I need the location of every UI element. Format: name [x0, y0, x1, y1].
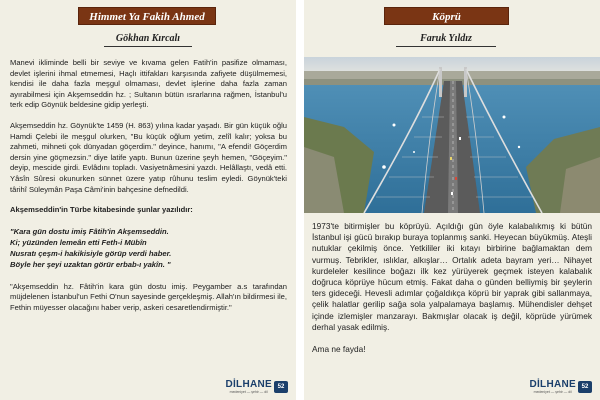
- dilhane-logo-right: [529, 380, 592, 394]
- logo-tagline-right: medeniyet — şehir — dil: [533, 390, 572, 394]
- poem-line-2: Ki; yüzünden lemeân etti Feth-i Mübîn: [10, 237, 147, 247]
- bridge-illustration: [304, 57, 600, 213]
- right-page: [304, 0, 600, 400]
- left-paragraph-1: Manevi ikliminde belli bir seviye ve kıvama gelen Fatih'in pasifize olmaması, devlet işlerini ihmal etmemesi, Haçlı ittifakları karşısında zafiyete düşülmemesi, kendisi ile daha fazla meşgul olmaması, devlet işlerine daha fazla zaman ayırabilmesi için Akşemseddin hz. ; Sultanın bütün ısrarlarına rağmen, İstanbul'u terk edip Göynük beldesine gidip yerleşti.: [10, 58, 287, 110]
- logo-tagline: medeniyet — şehir — dil: [229, 390, 268, 394]
- right-paragraph-1: 1973'te bitirmişler bu köprüyü. Açıldığı gün öyle kalabalıkmış ki bütün İstanbul işi gücü bırakıp buraya toplanmış sanki. Heyecan büyükmüş. Ateşli nutuklar çekilmiş önce. Yetkililer iki kıtayı birbirine bağlamaktan dem vurmuş. Tebrikler, ıslıklar, alkışlar… Ortalık adeta bayram yeri… Nihayet kurdeleler kesilince boğazı ilk kez yürüyerek geçmek isteyen kalabalık doğruca köprüye hücum etmiş. Fakat daha o günden belliymiş bir şeylerin ters gideceği. Hevesli adımlar çoğaldıkça köprü bir yaprak gibi sallanmaya, çelik halatlar gerilip sağa sola yalpalamaya başlamış. Mühendisler dehşet içinde izlemişler manzarayı. Bakmışlar olacak iş değil, köprüde yürümek derhal yasak edilmiş.: [312, 221, 592, 332]
- poem-line-4: Böyle her şeyi uzaktan görür erbab-ı yakîn. ": [10, 259, 171, 269]
- left-heading: Akşemseddin'in Türbe kitabesinde şunlar yazılıdır:: [10, 205, 193, 215]
- logo-word-right: DİLHANE: [529, 379, 576, 390]
- logo-badge: 52: [274, 381, 288, 393]
- right-page-author: Faruk Yıldız: [396, 33, 496, 47]
- right-paragraph-2: Ama ne fayda!: [312, 344, 366, 355]
- right-page-title: Köprü: [384, 7, 509, 25]
- left-page-title: Himmet Ya Fakih Ahmed: [78, 7, 216, 25]
- left-closing-paragraph: "Akşemseddin hz. Fâtih'in kara gün dostu imiş. Peygamber a.s tarafından müjdelenen İstanbul'un Fethi O'nun sayesinde gerçekleşmiş. Allah'ın bildirmesi ile, Fethin müyesser olacağını haber verip, askeri cesaretlendirmiştir.": [10, 281, 287, 312]
- left-paragraph-2: Akşemseddin hz. Göynük'te 1459 (H. 863) yılına kadar yaşadı. Bir gün küçük oğlu Hamdi Çelebi ile meşgul olurken, "Bu küçük oğlum yetim, zelîl kalır; yoksa bu zahmeti, mihneti çok dünyadan göçerdim." deyince, hanımı, "A efendi! Göçerdim dersin yine göçmezsin." diye latife yaptı. Bunun üzerine şeyh hemen, "Göçeyim." deyip, mescide girdi. Evlâdını topladı. Vasiyetnâmesini yazdı. Helâllaştı, vedâ etti. Yâsîn Sûresi okunurken sünnet üzere yatıp rûhunu teslim eyledi. Göynük'teki târihî Süleymân Paşa Câmi'inin bahçesine defnedildi.: [10, 120, 287, 194]
- left-page-author: Gökhan Kırcalı: [104, 33, 192, 47]
- poem-line-3: Nusratı çeşm-i hakikisiyle görüp verdi haber.: [10, 248, 172, 258]
- bridge-photo: [304, 57, 600, 213]
- poem-line-1: "Kara gün dostu imiş Fâtih'in Akşemseddin.: [10, 226, 169, 236]
- right-page-body: [312, 221, 592, 366]
- dilhane-logo: [225, 380, 288, 394]
- left-page: [0, 0, 296, 400]
- logo-badge-right: 52: [578, 381, 592, 393]
- logo-word: DİLHANE: [225, 379, 272, 390]
- left-page-body: [10, 58, 287, 324]
- poem: [10, 226, 287, 270]
